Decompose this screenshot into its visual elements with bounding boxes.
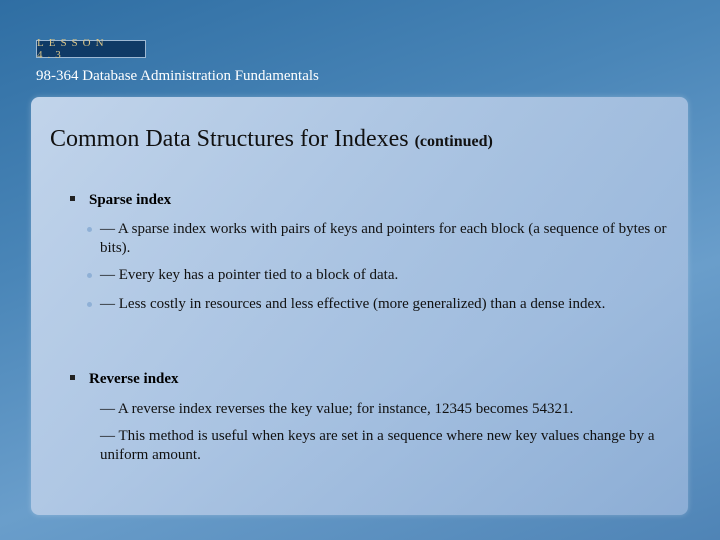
list-item-text: — This method is useful when keys are set in a sequence where new key values change by a uniform amount. (100, 428, 655, 463)
section-heading-sparse-index (70, 192, 171, 209)
list-item (100, 295, 670, 314)
dot-bullet-icon (87, 302, 92, 307)
slide-title-main: Common Data Structures for Indexes (50, 126, 409, 152)
section-heading-label: Reverse index (89, 371, 179, 387)
list-item (100, 220, 670, 258)
list-item (100, 266, 670, 285)
list-item (100, 427, 670, 465)
slide-title (50, 126, 493, 153)
list-item-text: — Less costly in resources and less effective (more generalized) than a dense index. (100, 296, 606, 312)
section-heading-reverse-index (70, 371, 179, 388)
dot-bullet-icon (87, 273, 92, 278)
list-item-text: — A reverse index reverses the key value; for instance, 12345 becomes 54321. (100, 401, 574, 417)
list-item-text: — A sparse index works with pairs of keys and pointers for each block (a sequence of bytes or bits). (100, 221, 667, 256)
square-bullet-icon (70, 375, 75, 380)
lesson-badge: LESSON 4.3 (36, 40, 146, 58)
list-item (100, 400, 670, 419)
dot-bullet-icon (87, 227, 92, 232)
list-item-text: — Every key has a pointer tied to a block of data. (100, 267, 399, 283)
square-bullet-icon (70, 196, 75, 201)
section-heading-label: Sparse index (89, 192, 172, 208)
slide-title-suffix: (continued) (414, 133, 493, 150)
course-title: 98-364 Database Administration Fundamentals (36, 68, 319, 84)
